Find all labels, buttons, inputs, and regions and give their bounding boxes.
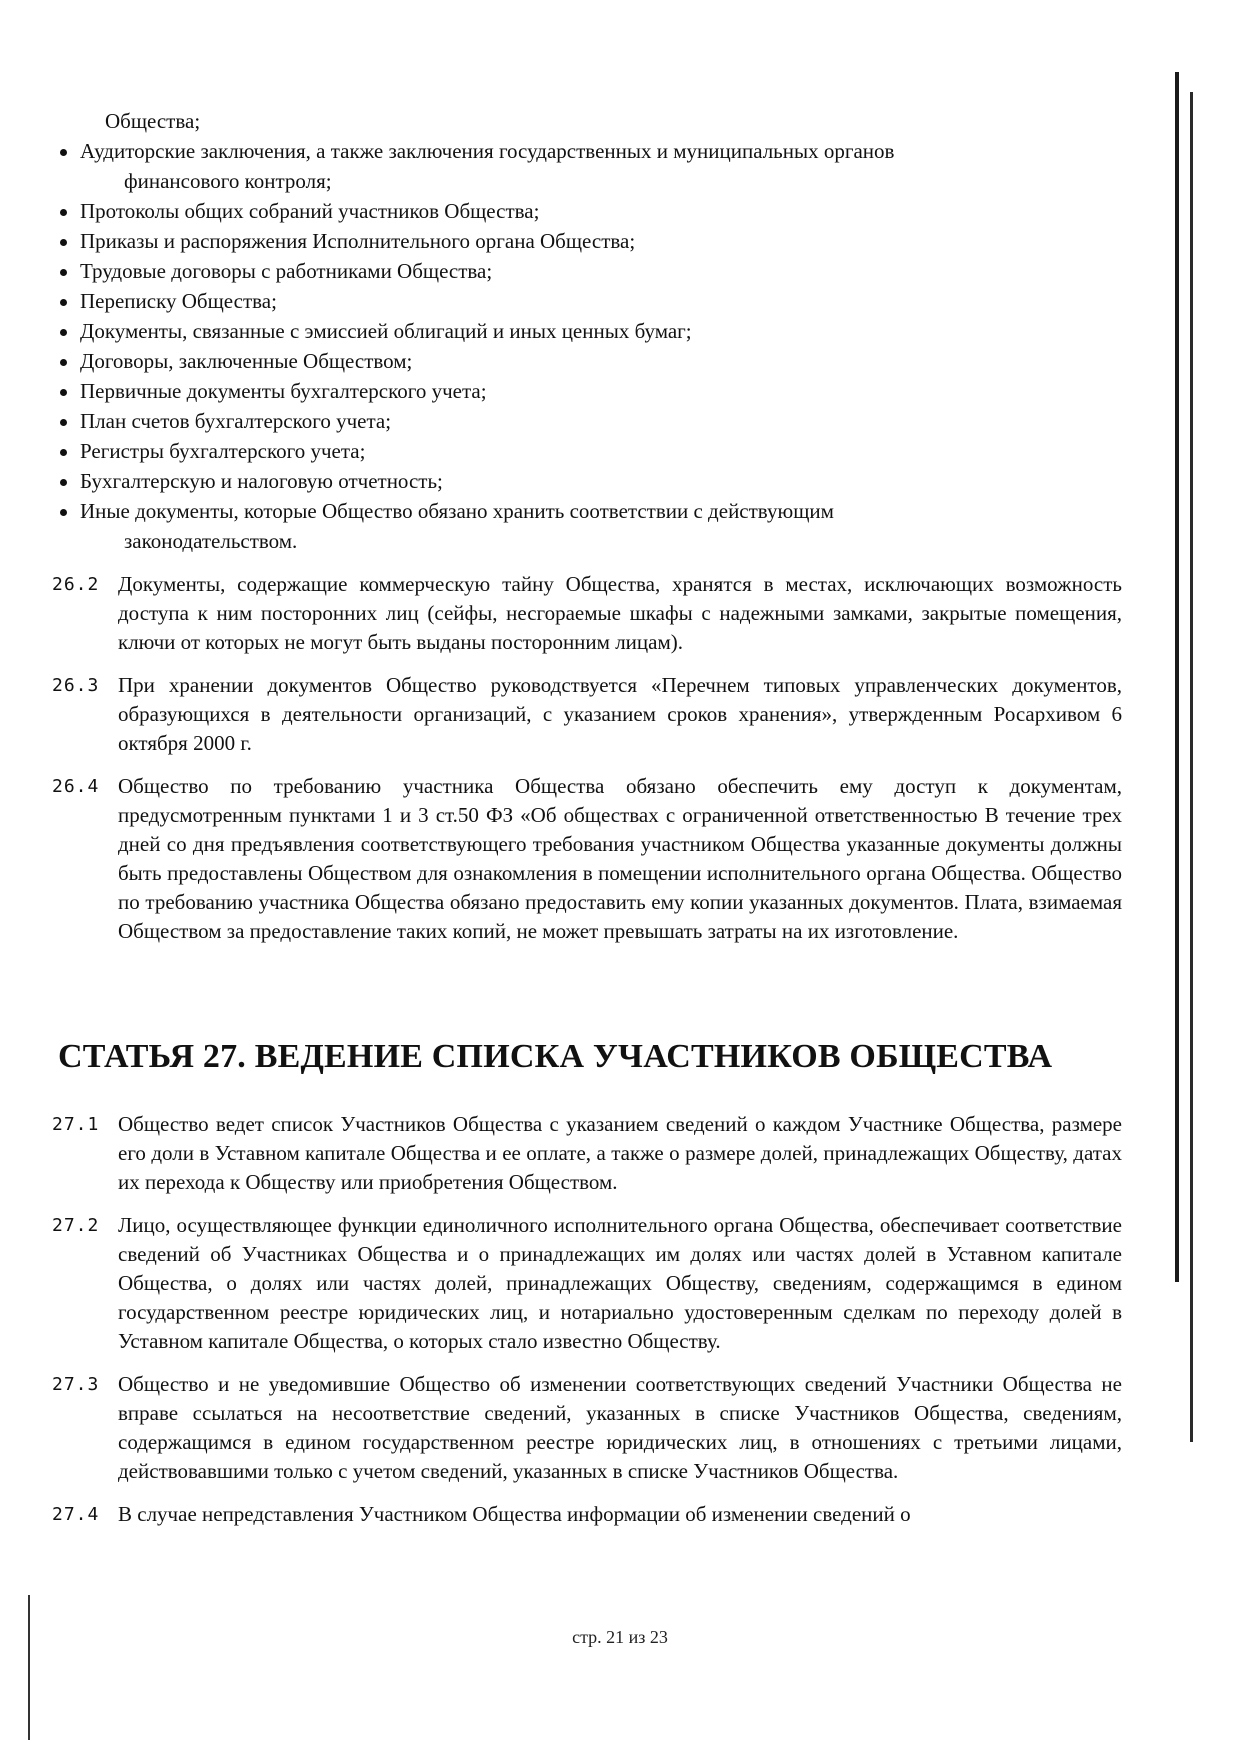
bullet-icon [60,299,67,306]
clause-number: 26.4 [52,776,100,797]
list-item-continuation: законодательством. [124,529,298,553]
list-item [58,256,1118,286]
clause-26-2 [52,570,1122,657]
list-item [58,496,1118,556]
bullet-icon [60,509,67,516]
document-list [58,136,1118,556]
list-item-text: Документы, связанные с эмиссией облигаций и иных ценных бумаг; [80,319,692,343]
list-item [58,286,1118,316]
list-item [58,226,1118,256]
clause-text: Общество и не уведомившие Общество об изменении соответствующих сведений Участники Общества не вправе ссылаться на несоответствие сведений, указанных в списке Участников Общества, сведениям, содержащимся в едином государственном реестре юридических лиц, в отношениях с третьими лицами, действовавшими только с учетом сведений, указанных в списке Участников Общества. [118,1372,1122,1483]
list-item-text: Приказы и распоряжения Исполнительного органа Общества; [80,229,636,253]
clause-number: 26.3 [52,675,100,696]
list-item-continuation: финансового контроля; [124,169,332,193]
clause-text: В случае непредставления Участником Общества информации об изменении сведений о [118,1502,911,1526]
clause-27-1 [52,1110,1122,1197]
list-item [58,346,1118,376]
list-item-text: План счетов бухгалтерского учета; [80,409,392,433]
clause-27-2 [52,1211,1122,1356]
clause-text: Общество ведет список Участников Общества с указанием сведений о каждом Участнике Общества, размере его доли в Уставном капитале Общества и ее оплате, а также о размере долей, принадлежащих Обществу, датах их перехода к Обществу или приобретения Обществом. [118,1112,1122,1194]
list-item [58,406,1118,436]
clause-number: 27.3 [52,1374,100,1395]
list-item [58,376,1118,406]
clause-number: 26.2 [52,574,100,595]
article-27-clauses [52,1110,1122,1529]
list-item-text: Протоколы общих собраний участников Общества; [80,199,540,223]
list-item-text: Иные документы, которые Общество обязано хранить соответствии с действующим [80,499,834,523]
bullet-icon [60,209,67,216]
article-26-clauses [52,570,1122,946]
clause-number: 27.4 [52,1504,100,1525]
list-item [58,196,1118,226]
clause-27-4 [52,1500,1122,1529]
continued-text: Общества; [105,109,201,133]
clause-text: Лицо, осуществляющее функции единоличного исполнительного органа Общества, обеспечивает соответствие сведений об Участниках Общества и о принадлежащих им долях или частях долей в Уставном капитале Общества, о долях или частях долей, принадлежащих Обществу, сведениям, содержащимся в едином государственном реестре юридических лиц, и нотариально удостоверенным сделкам по переходу долей в Уставном капитале Общества, о которых стало известно Обществу. [118,1213,1122,1353]
list-item [58,466,1118,496]
clause-26-4 [52,772,1122,946]
bullet-icon [60,419,67,426]
list-item [58,316,1118,346]
bullet-icon [60,389,67,396]
bullet-icon [60,239,67,246]
clause-text: Документы, содержащие коммерческую тайну Общества, хранятся в местах, исключающих возможность доступа к ним посторонних лиц (сейфы, несгораемые шкафы с надежными замками, закрытые помещения, ключи от которых не могут быть выданы посторонним лицам). [118,572,1122,654]
clause-26-3 [52,671,1122,758]
bullet-icon [60,269,67,276]
clause-text: При хранении документов Общество руководствуется «Перечнем типовых управленческих документов, образующихся в деятельности организаций, с указанием сроков хранения», утвержденным Росархивом 6 октября 2000 г. [118,673,1122,755]
list-item-text: Аудиторские заключения, а также заключения государственных и муниципальных органов [80,139,895,163]
scan-artifact-line [1175,72,1179,1282]
list-item [58,136,1118,196]
list-item-text: Трудовые договоры с работниками Общества; [80,259,493,283]
bullet-icon [60,329,67,336]
clause-number: 27.1 [52,1114,100,1135]
bullet-icon [60,479,67,486]
bullet-icon [60,149,67,156]
clause-27-3 [52,1370,1122,1486]
article-heading: СТАТЬЯ 27. ВЕДЕНИЕ СПИСКА УЧАСТНИКОВ ОБЩЕСТВА [58,1038,1053,1075]
list-item-text: Регистры бухгалтерского учета; [80,439,366,463]
list-item-text: Первичные документы бухгалтерского учета; [80,379,487,403]
list-item-text: Переписку Общества; [80,289,277,313]
scan-artifact-line [28,1595,30,1740]
clause-text: Общество по требованию участника Общества обязано обеспечить ему доступ к документам, предусмотренным пунктами 1 и 3 ст.50 ФЗ «Об обществах с ограниченной ответственностью В течение трех дней со дня предъявления соответствующего требования участником Общества указанные документы должны быть предоставлены Обществом для ознакомления в помещении исполнительного органа Общества. Общество по требованию участника Общества обязано предоставить ему копии указанных документов. Плата, взимаемая Обществом за предоставление таких копий, не может превышать затраты на их изготовление. [118,774,1122,943]
bullet-icon [60,449,67,456]
bullet-icon [60,359,67,366]
clause-number: 27.2 [52,1215,100,1236]
page-number: стр. 21 из 23 [572,1627,668,1647]
scan-artifact-line [1190,92,1193,1442]
list-item-text: Бухгалтерскую и налоговую отчетность; [80,469,443,493]
list-item [58,436,1118,466]
list-item-text: Договоры, заключенные Обществом; [80,349,413,373]
